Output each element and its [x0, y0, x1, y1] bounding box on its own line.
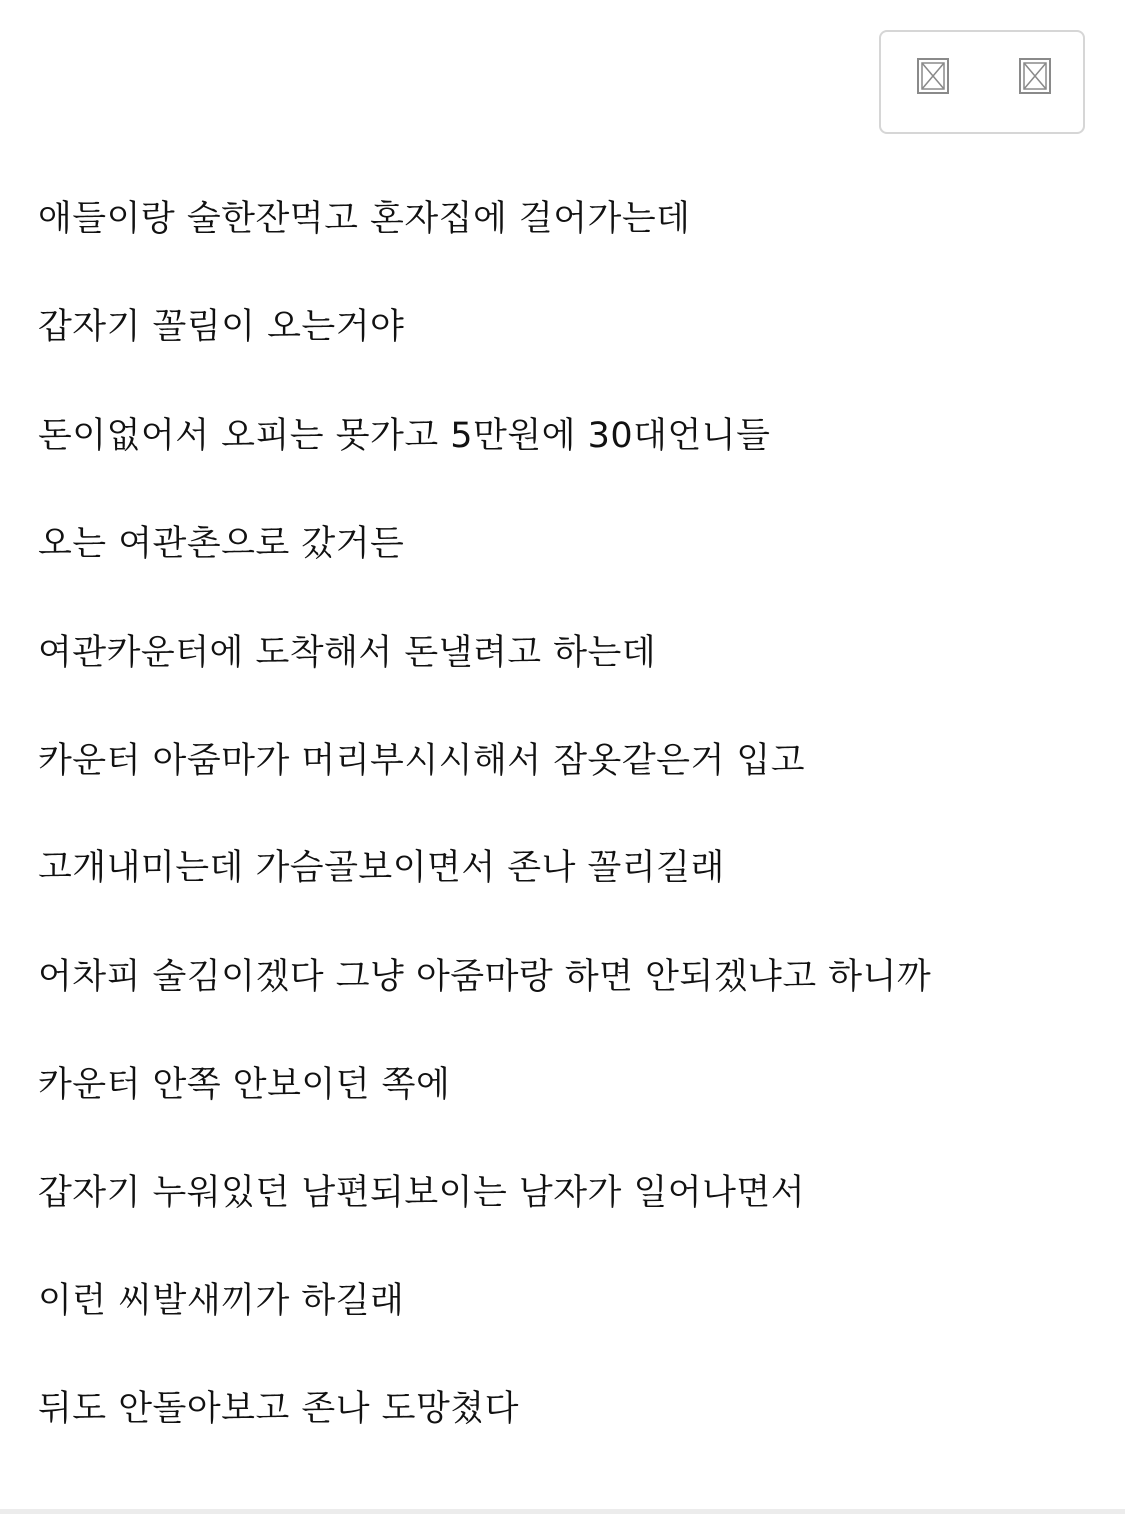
post-line: 여관카운터에 도착해서 돈낼려고 하는데	[38, 633, 657, 673]
post-line: 갑자기 꼴림이 오는거야	[38, 307, 405, 347]
bottom-divider	[0, 1509, 1125, 1514]
post-line: 오는 여관촌으로 갔거든	[38, 524, 405, 564]
post-line: 카운터 안쪽 안보이던 쪽에	[38, 1065, 451, 1105]
post-line: 돈이없어서 오피는 못가고 5만원에 30대언니들	[38, 416, 771, 456]
broken-image-icon[interactable]	[1019, 58, 1051, 94]
post-line: 카운터 아줌마가 머리부시시해서 잠옷같은거 입고	[38, 741, 806, 781]
post-line: 뒤도 안돌아보고 존나 도망쳤다	[38, 1389, 519, 1429]
post-line: 갑자기 누워있던 남편되보이는 남자가 일어나면서	[38, 1173, 806, 1213]
image-toolbar	[879, 30, 1085, 134]
post-line: 애들이랑 술한잔먹고 혼자집에 걸어가는데	[38, 199, 691, 239]
post-line: 어차피 술김이겠다 그냥 아줌마랑 하면 안되겠냐고 하니까	[38, 957, 932, 997]
post-line: 이런 씨발새끼가 하길래	[38, 1281, 405, 1321]
broken-image-icon[interactable]	[917, 58, 949, 94]
post-line: 고개내미는데 가슴골보이면서 존나 꼴리길래	[38, 848, 725, 888]
